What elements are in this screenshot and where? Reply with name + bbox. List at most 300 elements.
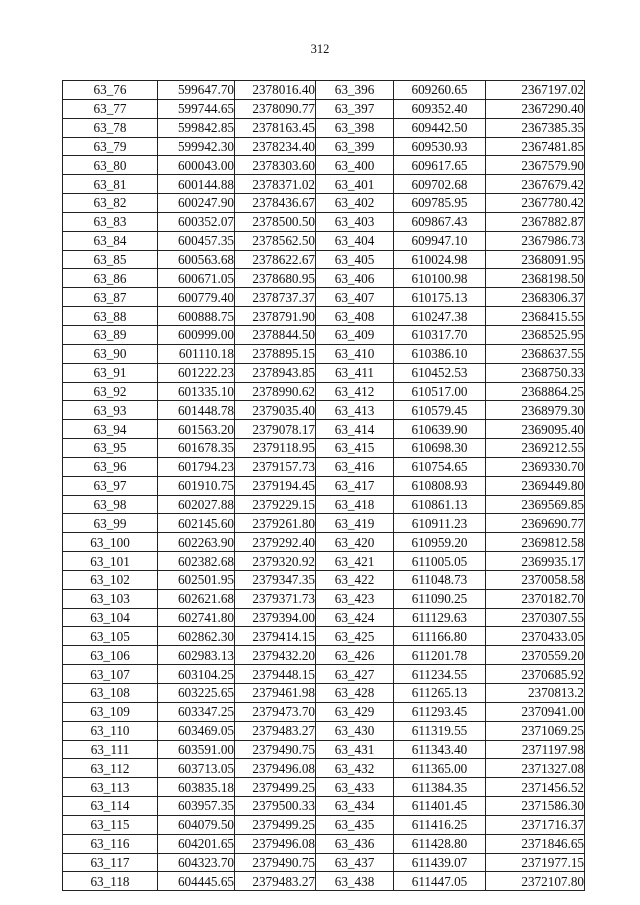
- point-id-left-cell: 63_108: [63, 684, 158, 703]
- x-coordinate-right-cell: 611129.63: [394, 608, 486, 627]
- x-coordinate-left-cell: 604323.70: [158, 853, 235, 872]
- x-coordinate-left-cell: 600671.05: [158, 269, 235, 288]
- table-row: [63, 269, 585, 288]
- point-id-left-cell: 63_111: [63, 740, 158, 759]
- point-id-right-cell: 63_420: [316, 533, 394, 552]
- y-coordinate-left-cell: 2379320.92: [235, 552, 316, 571]
- x-coordinate-left-cell: 602501.95: [158, 570, 235, 589]
- y-coordinate-right-cell: 2369690.77: [486, 514, 585, 533]
- x-coordinate-left-cell: 601794.23: [158, 457, 235, 476]
- point-id-right-cell: 63_434: [316, 797, 394, 816]
- x-coordinate-left-cell: 604079.50: [158, 815, 235, 834]
- point-id-left-cell: 63_116: [63, 834, 158, 853]
- x-coordinate-left-cell: 601563.20: [158, 420, 235, 439]
- y-coordinate-left-cell: 2379490.75: [235, 853, 316, 872]
- point-id-right-cell: 63_429: [316, 702, 394, 721]
- x-coordinate-right-cell: 610861.13: [394, 495, 486, 514]
- table-row: [63, 81, 585, 100]
- table-row: [63, 307, 585, 326]
- y-coordinate-right-cell: 2371327.08: [486, 759, 585, 778]
- table-row: [63, 420, 585, 439]
- x-coordinate-left-cell: 603713.05: [158, 759, 235, 778]
- point-id-right-cell: 63_406: [316, 269, 394, 288]
- table-row: [63, 250, 585, 269]
- point-id-left-cell: 63_88: [63, 307, 158, 326]
- y-coordinate-right-cell: 2369449.80: [486, 476, 585, 495]
- point-id-left-cell: 63_90: [63, 344, 158, 363]
- table-row: [63, 665, 585, 684]
- table-row: [63, 627, 585, 646]
- x-coordinate-right-cell: 611447.05: [394, 872, 486, 891]
- y-coordinate-left-cell: 2379371.73: [235, 589, 316, 608]
- x-coordinate-right-cell: 611416.25: [394, 815, 486, 834]
- point-id-right-cell: 63_424: [316, 608, 394, 627]
- point-id-right-cell: 63_407: [316, 288, 394, 307]
- y-coordinate-left-cell: 2379448.15: [235, 665, 316, 684]
- x-coordinate-left-cell: 601335.10: [158, 382, 235, 401]
- point-id-left-cell: 63_78: [63, 118, 158, 137]
- y-coordinate-left-cell: 2379499.25: [235, 778, 316, 797]
- table-row: [63, 457, 585, 476]
- x-coordinate-left-cell: 602983.13: [158, 646, 235, 665]
- y-coordinate-right-cell: 2369330.70: [486, 457, 585, 476]
- table-row: [63, 401, 585, 420]
- y-coordinate-right-cell: 2368979.30: [486, 401, 585, 420]
- y-coordinate-right-cell: 2371069.25: [486, 721, 585, 740]
- point-id-left-cell: 63_87: [63, 288, 158, 307]
- table-row: [63, 212, 585, 231]
- x-coordinate-left-cell: 599942.30: [158, 137, 235, 156]
- point-id-right-cell: 63_415: [316, 439, 394, 458]
- table-row: [63, 514, 585, 533]
- point-id-right-cell: 63_403: [316, 212, 394, 231]
- x-coordinate-left-cell: 602741.80: [158, 608, 235, 627]
- point-id-right-cell: 63_400: [316, 156, 394, 175]
- y-coordinate-left-cell: 2378163.45: [235, 118, 316, 137]
- y-coordinate-right-cell: 2367290.40: [486, 99, 585, 118]
- point-id-left-cell: 63_115: [63, 815, 158, 834]
- x-coordinate-right-cell: 609867.43: [394, 212, 486, 231]
- x-coordinate-right-cell: 610175.13: [394, 288, 486, 307]
- point-id-left-cell: 63_92: [63, 382, 158, 401]
- point-id-right-cell: 63_397: [316, 99, 394, 118]
- x-coordinate-right-cell: 611384.35: [394, 778, 486, 797]
- x-coordinate-left-cell: 600779.40: [158, 288, 235, 307]
- table-row: [63, 740, 585, 759]
- y-coordinate-left-cell: 2378680.95: [235, 269, 316, 288]
- x-coordinate-left-cell: 604445.65: [158, 872, 235, 891]
- table-row: [63, 363, 585, 382]
- y-coordinate-right-cell: 2367679.42: [486, 175, 585, 194]
- point-id-left-cell: 63_93: [63, 401, 158, 420]
- x-coordinate-left-cell: 601448.78: [158, 401, 235, 420]
- y-coordinate-left-cell: 2379194.45: [235, 476, 316, 495]
- y-coordinate-right-cell: 2371846.65: [486, 834, 585, 853]
- x-coordinate-right-cell: 610911.23: [394, 514, 486, 533]
- point-id-right-cell: 63_430: [316, 721, 394, 740]
- x-coordinate-left-cell: 603104.25: [158, 665, 235, 684]
- point-id-right-cell: 63_413: [316, 401, 394, 420]
- point-id-left-cell: 63_104: [63, 608, 158, 627]
- y-coordinate-right-cell: 2367481.85: [486, 137, 585, 156]
- x-coordinate-right-cell: 609617.65: [394, 156, 486, 175]
- y-coordinate-right-cell: 2368415.55: [486, 307, 585, 326]
- point-id-right-cell: 63_422: [316, 570, 394, 589]
- point-id-right-cell: 63_438: [316, 872, 394, 891]
- point-id-right-cell: 63_404: [316, 231, 394, 250]
- x-coordinate-right-cell: 610639.90: [394, 420, 486, 439]
- y-coordinate-right-cell: 2369935.17: [486, 552, 585, 571]
- x-coordinate-left-cell: 602382.68: [158, 552, 235, 571]
- point-id-right-cell: 63_432: [316, 759, 394, 778]
- x-coordinate-right-cell: 611401.45: [394, 797, 486, 816]
- y-coordinate-left-cell: 2378016.40: [235, 81, 316, 100]
- table-row: [63, 702, 585, 721]
- point-id-right-cell: 63_423: [316, 589, 394, 608]
- y-coordinate-left-cell: 2379118.95: [235, 439, 316, 458]
- x-coordinate-right-cell: 611234.55: [394, 665, 486, 684]
- point-id-right-cell: 63_428: [316, 684, 394, 703]
- point-id-right-cell: 63_412: [316, 382, 394, 401]
- x-coordinate-right-cell: 611048.73: [394, 570, 486, 589]
- point-id-left-cell: 63_83: [63, 212, 158, 231]
- point-id-left-cell: 63_110: [63, 721, 158, 740]
- y-coordinate-left-cell: 2378562.50: [235, 231, 316, 250]
- x-coordinate-right-cell: 611439.07: [394, 853, 486, 872]
- y-coordinate-right-cell: 2370941.00: [486, 702, 585, 721]
- y-coordinate-right-cell: 2367197.02: [486, 81, 585, 100]
- y-coordinate-left-cell: 2379483.27: [235, 721, 316, 740]
- y-coordinate-right-cell: 2371716.37: [486, 815, 585, 834]
- y-coordinate-left-cell: 2378303.60: [235, 156, 316, 175]
- x-coordinate-right-cell: 611201.78: [394, 646, 486, 665]
- point-id-left-cell: 63_80: [63, 156, 158, 175]
- y-coordinate-left-cell: 2378791.90: [235, 307, 316, 326]
- point-id-right-cell: 63_405: [316, 250, 394, 269]
- x-coordinate-left-cell: 602027.88: [158, 495, 235, 514]
- point-id-right-cell: 63_401: [316, 175, 394, 194]
- y-coordinate-left-cell: 2378844.50: [235, 325, 316, 344]
- point-id-right-cell: 63_433: [316, 778, 394, 797]
- point-id-right-cell: 63_427: [316, 665, 394, 684]
- x-coordinate-left-cell: 600247.90: [158, 194, 235, 213]
- x-coordinate-right-cell: 610024.98: [394, 250, 486, 269]
- point-id-right-cell: 63_399: [316, 137, 394, 156]
- table-row: [63, 344, 585, 363]
- y-coordinate-left-cell: 2379035.40: [235, 401, 316, 420]
- x-coordinate-left-cell: 602145.60: [158, 514, 235, 533]
- y-coordinate-left-cell: 2379347.35: [235, 570, 316, 589]
- x-coordinate-right-cell: 611343.40: [394, 740, 486, 759]
- y-coordinate-left-cell: 2378737.37: [235, 288, 316, 307]
- point-id-right-cell: 63_416: [316, 457, 394, 476]
- y-coordinate-left-cell: 2379414.15: [235, 627, 316, 646]
- table-row: [63, 156, 585, 175]
- point-id-left-cell: 63_89: [63, 325, 158, 344]
- x-coordinate-left-cell: 599647.70: [158, 81, 235, 100]
- x-coordinate-right-cell: 610317.70: [394, 325, 486, 344]
- y-coordinate-left-cell: 2379078.17: [235, 420, 316, 439]
- y-coordinate-left-cell: 2379461.98: [235, 684, 316, 703]
- point-id-left-cell: 63_94: [63, 420, 158, 439]
- y-coordinate-left-cell: 2379490.75: [235, 740, 316, 759]
- x-coordinate-left-cell: 601678.35: [158, 439, 235, 458]
- x-coordinate-right-cell: 610959.20: [394, 533, 486, 552]
- table-row: [63, 759, 585, 778]
- point-id-right-cell: 63_396: [316, 81, 394, 100]
- table-row: [63, 495, 585, 514]
- y-coordinate-left-cell: 2379157.73: [235, 457, 316, 476]
- y-coordinate-right-cell: 2369212.55: [486, 439, 585, 458]
- point-id-left-cell: 63_91: [63, 363, 158, 382]
- x-coordinate-left-cell: 600144.88: [158, 175, 235, 194]
- y-coordinate-right-cell: 2367385.35: [486, 118, 585, 137]
- y-coordinate-right-cell: 2370433.05: [486, 627, 585, 646]
- table-row: [63, 231, 585, 250]
- point-id-left-cell: 63_97: [63, 476, 158, 495]
- point-id-left-cell: 63_107: [63, 665, 158, 684]
- point-id-right-cell: 63_419: [316, 514, 394, 533]
- table-row: [63, 721, 585, 740]
- point-id-right-cell: 63_417: [316, 476, 394, 495]
- point-id-left-cell: 63_100: [63, 533, 158, 552]
- point-id-left-cell: 63_105: [63, 627, 158, 646]
- y-coordinate-left-cell: 2379292.40: [235, 533, 316, 552]
- x-coordinate-left-cell: 604201.65: [158, 834, 235, 853]
- y-coordinate-right-cell: 2371197.98: [486, 740, 585, 759]
- point-id-left-cell: 63_106: [63, 646, 158, 665]
- point-id-right-cell: 63_431: [316, 740, 394, 759]
- table-row: [63, 99, 585, 118]
- table-row: [63, 325, 585, 344]
- x-coordinate-left-cell: 600888.75: [158, 307, 235, 326]
- point-id-left-cell: 63_114: [63, 797, 158, 816]
- y-coordinate-right-cell: 2369812.58: [486, 533, 585, 552]
- x-coordinate-left-cell: 601910.75: [158, 476, 235, 495]
- y-coordinate-left-cell: 2378500.50: [235, 212, 316, 231]
- table-row: [63, 684, 585, 703]
- y-coordinate-right-cell: 2368091.95: [486, 250, 585, 269]
- y-coordinate-right-cell: 2371456.52: [486, 778, 585, 797]
- x-coordinate-left-cell: 599744.65: [158, 99, 235, 118]
- y-coordinate-right-cell: 2370307.55: [486, 608, 585, 627]
- table-row: [63, 797, 585, 816]
- y-coordinate-left-cell: 2378234.40: [235, 137, 316, 156]
- y-coordinate-right-cell: 2370058.58: [486, 570, 585, 589]
- x-coordinate-right-cell: 610808.93: [394, 476, 486, 495]
- x-coordinate-right-cell: 611293.45: [394, 702, 486, 721]
- x-coordinate-right-cell: 610579.45: [394, 401, 486, 420]
- point-id-right-cell: 63_414: [316, 420, 394, 439]
- y-coordinate-right-cell: 2368306.37: [486, 288, 585, 307]
- point-id-right-cell: 63_410: [316, 344, 394, 363]
- x-coordinate-right-cell: 611005.05: [394, 552, 486, 571]
- x-coordinate-left-cell: 601110.18: [158, 344, 235, 363]
- y-coordinate-right-cell: 2371586.30: [486, 797, 585, 816]
- y-coordinate-right-cell: 2370559.20: [486, 646, 585, 665]
- x-coordinate-right-cell: 611319.55: [394, 721, 486, 740]
- x-coordinate-right-cell: 609260.65: [394, 81, 486, 100]
- point-id-right-cell: 63_409: [316, 325, 394, 344]
- x-coordinate-left-cell: 600043.00: [158, 156, 235, 175]
- y-coordinate-right-cell: 2367579.90: [486, 156, 585, 175]
- point-id-right-cell: 63_426: [316, 646, 394, 665]
- point-id-left-cell: 63_109: [63, 702, 158, 721]
- y-coordinate-left-cell: 2378371.02: [235, 175, 316, 194]
- point-id-right-cell: 63_421: [316, 552, 394, 571]
- table-row: [63, 552, 585, 571]
- table-row: [63, 815, 585, 834]
- x-coordinate-right-cell: 609442.50: [394, 118, 486, 137]
- y-coordinate-right-cell: 2372107.80: [486, 872, 585, 891]
- x-coordinate-left-cell: 600563.68: [158, 250, 235, 269]
- x-coordinate-right-cell: 611428.80: [394, 834, 486, 853]
- y-coordinate-right-cell: 2368198.50: [486, 269, 585, 288]
- x-coordinate-left-cell: 603347.25: [158, 702, 235, 721]
- x-coordinate-right-cell: 611265.13: [394, 684, 486, 703]
- x-coordinate-right-cell: 610247.38: [394, 307, 486, 326]
- y-coordinate-right-cell: 2367882.87: [486, 212, 585, 231]
- y-coordinate-left-cell: 2379229.15: [235, 495, 316, 514]
- table-row: [63, 872, 585, 891]
- table-row: [63, 608, 585, 627]
- y-coordinate-left-cell: 2379261.80: [235, 514, 316, 533]
- point-id-left-cell: 63_82: [63, 194, 158, 213]
- y-coordinate-right-cell: 2367986.73: [486, 231, 585, 250]
- x-coordinate-right-cell: 610754.65: [394, 457, 486, 476]
- point-id-right-cell: 63_418: [316, 495, 394, 514]
- point-id-left-cell: 63_81: [63, 175, 158, 194]
- point-id-left-cell: 63_95: [63, 439, 158, 458]
- point-id-right-cell: 63_425: [316, 627, 394, 646]
- point-id-right-cell: 63_411: [316, 363, 394, 382]
- x-coordinate-left-cell: 603225.65: [158, 684, 235, 703]
- point-id-right-cell: 63_408: [316, 307, 394, 326]
- x-coordinate-right-cell: 610517.00: [394, 382, 486, 401]
- y-coordinate-right-cell: 2369095.40: [486, 420, 585, 439]
- page-number: 312: [310, 42, 330, 56]
- coordinates-table-body: [63, 81, 585, 891]
- table-row: [63, 533, 585, 552]
- y-coordinate-right-cell: 2367780.42: [486, 194, 585, 213]
- y-coordinate-right-cell: 2368750.33: [486, 363, 585, 382]
- x-coordinate-left-cell: 603591.00: [158, 740, 235, 759]
- y-coordinate-left-cell: 2379499.25: [235, 815, 316, 834]
- coordinates-table: [62, 80, 585, 891]
- table-row: [63, 476, 585, 495]
- x-coordinate-right-cell: 611166.80: [394, 627, 486, 646]
- y-coordinate-right-cell: 2368525.95: [486, 325, 585, 344]
- x-coordinate-right-cell: 610100.98: [394, 269, 486, 288]
- x-coordinate-left-cell: 600352.07: [158, 212, 235, 231]
- table-row: [63, 834, 585, 853]
- point-id-left-cell: 63_77: [63, 99, 158, 118]
- point-id-left-cell: 63_99: [63, 514, 158, 533]
- x-coordinate-left-cell: 603835.18: [158, 778, 235, 797]
- y-coordinate-left-cell: 2379432.20: [235, 646, 316, 665]
- x-coordinate-left-cell: 600457.35: [158, 231, 235, 250]
- x-coordinate-right-cell: 610386.10: [394, 344, 486, 363]
- point-id-left-cell: 63_96: [63, 457, 158, 476]
- table-row: [63, 853, 585, 872]
- x-coordinate-left-cell: 602263.90: [158, 533, 235, 552]
- y-coordinate-right-cell: 2369569.85: [486, 495, 585, 514]
- y-coordinate-right-cell: 2368864.25: [486, 382, 585, 401]
- table-row: [63, 589, 585, 608]
- table-row: [63, 570, 585, 589]
- y-coordinate-right-cell: 2370182.70: [486, 589, 585, 608]
- point-id-left-cell: 63_112: [63, 759, 158, 778]
- x-coordinate-right-cell: 611365.00: [394, 759, 486, 778]
- point-id-left-cell: 63_101: [63, 552, 158, 571]
- y-coordinate-left-cell: 2378990.62: [235, 382, 316, 401]
- point-id-left-cell: 63_118: [63, 872, 158, 891]
- x-coordinate-left-cell: 600999.00: [158, 325, 235, 344]
- y-coordinate-left-cell: 2378436.67: [235, 194, 316, 213]
- point-id-left-cell: 63_102: [63, 570, 158, 589]
- x-coordinate-left-cell: 603469.05: [158, 721, 235, 740]
- x-coordinate-right-cell: 609352.40: [394, 99, 486, 118]
- y-coordinate-left-cell: 2379496.08: [235, 759, 316, 778]
- x-coordinate-left-cell: 602621.68: [158, 589, 235, 608]
- y-coordinate-right-cell: 2371977.15: [486, 853, 585, 872]
- table-row: [63, 118, 585, 137]
- point-id-right-cell: 63_402: [316, 194, 394, 213]
- x-coordinate-right-cell: 610698.30: [394, 439, 486, 458]
- table-row: [63, 137, 585, 156]
- point-id-left-cell: 63_86: [63, 269, 158, 288]
- y-coordinate-left-cell: 2378943.85: [235, 363, 316, 382]
- point-id-left-cell: 63_117: [63, 853, 158, 872]
- x-coordinate-right-cell: 609947.10: [394, 231, 486, 250]
- x-coordinate-right-cell: 610452.53: [394, 363, 486, 382]
- table-row: [63, 288, 585, 307]
- y-coordinate-left-cell: 2378895.15: [235, 344, 316, 363]
- y-coordinate-right-cell: 2368637.55: [486, 344, 585, 363]
- x-coordinate-left-cell: 601222.23: [158, 363, 235, 382]
- point-id-right-cell: 63_398: [316, 118, 394, 137]
- y-coordinate-right-cell: 2370813.2: [486, 684, 585, 703]
- point-id-left-cell: 63_76: [63, 81, 158, 100]
- point-id-left-cell: 63_84: [63, 231, 158, 250]
- y-coordinate-left-cell: 2378090.77: [235, 99, 316, 118]
- point-id-left-cell: 63_113: [63, 778, 158, 797]
- y-coordinate-left-cell: 2379496.08: [235, 834, 316, 853]
- y-coordinate-left-cell: 2379473.70: [235, 702, 316, 721]
- table-row: [63, 778, 585, 797]
- point-id-right-cell: 63_435: [316, 815, 394, 834]
- x-coordinate-right-cell: 609702.68: [394, 175, 486, 194]
- x-coordinate-right-cell: 609530.93: [394, 137, 486, 156]
- x-coordinate-left-cell: 602862.30: [158, 627, 235, 646]
- x-coordinate-right-cell: 609785.95: [394, 194, 486, 213]
- table-row: [63, 439, 585, 458]
- point-id-left-cell: 63_79: [63, 137, 158, 156]
- y-coordinate-left-cell: 2379500.33: [235, 797, 316, 816]
- table-row: [63, 194, 585, 213]
- table-row: [63, 382, 585, 401]
- y-coordinate-left-cell: 2379483.27: [235, 872, 316, 891]
- y-coordinate-left-cell: 2379394.00: [235, 608, 316, 627]
- x-coordinate-left-cell: 603957.35: [158, 797, 235, 816]
- x-coordinate-left-cell: 599842.85: [158, 118, 235, 137]
- point-id-right-cell: 63_437: [316, 853, 394, 872]
- x-coordinate-right-cell: 611090.25: [394, 589, 486, 608]
- point-id-left-cell: 63_98: [63, 495, 158, 514]
- point-id-left-cell: 63_85: [63, 250, 158, 269]
- point-id-left-cell: 63_103: [63, 589, 158, 608]
- y-coordinate-right-cell: 2370685.92: [486, 665, 585, 684]
